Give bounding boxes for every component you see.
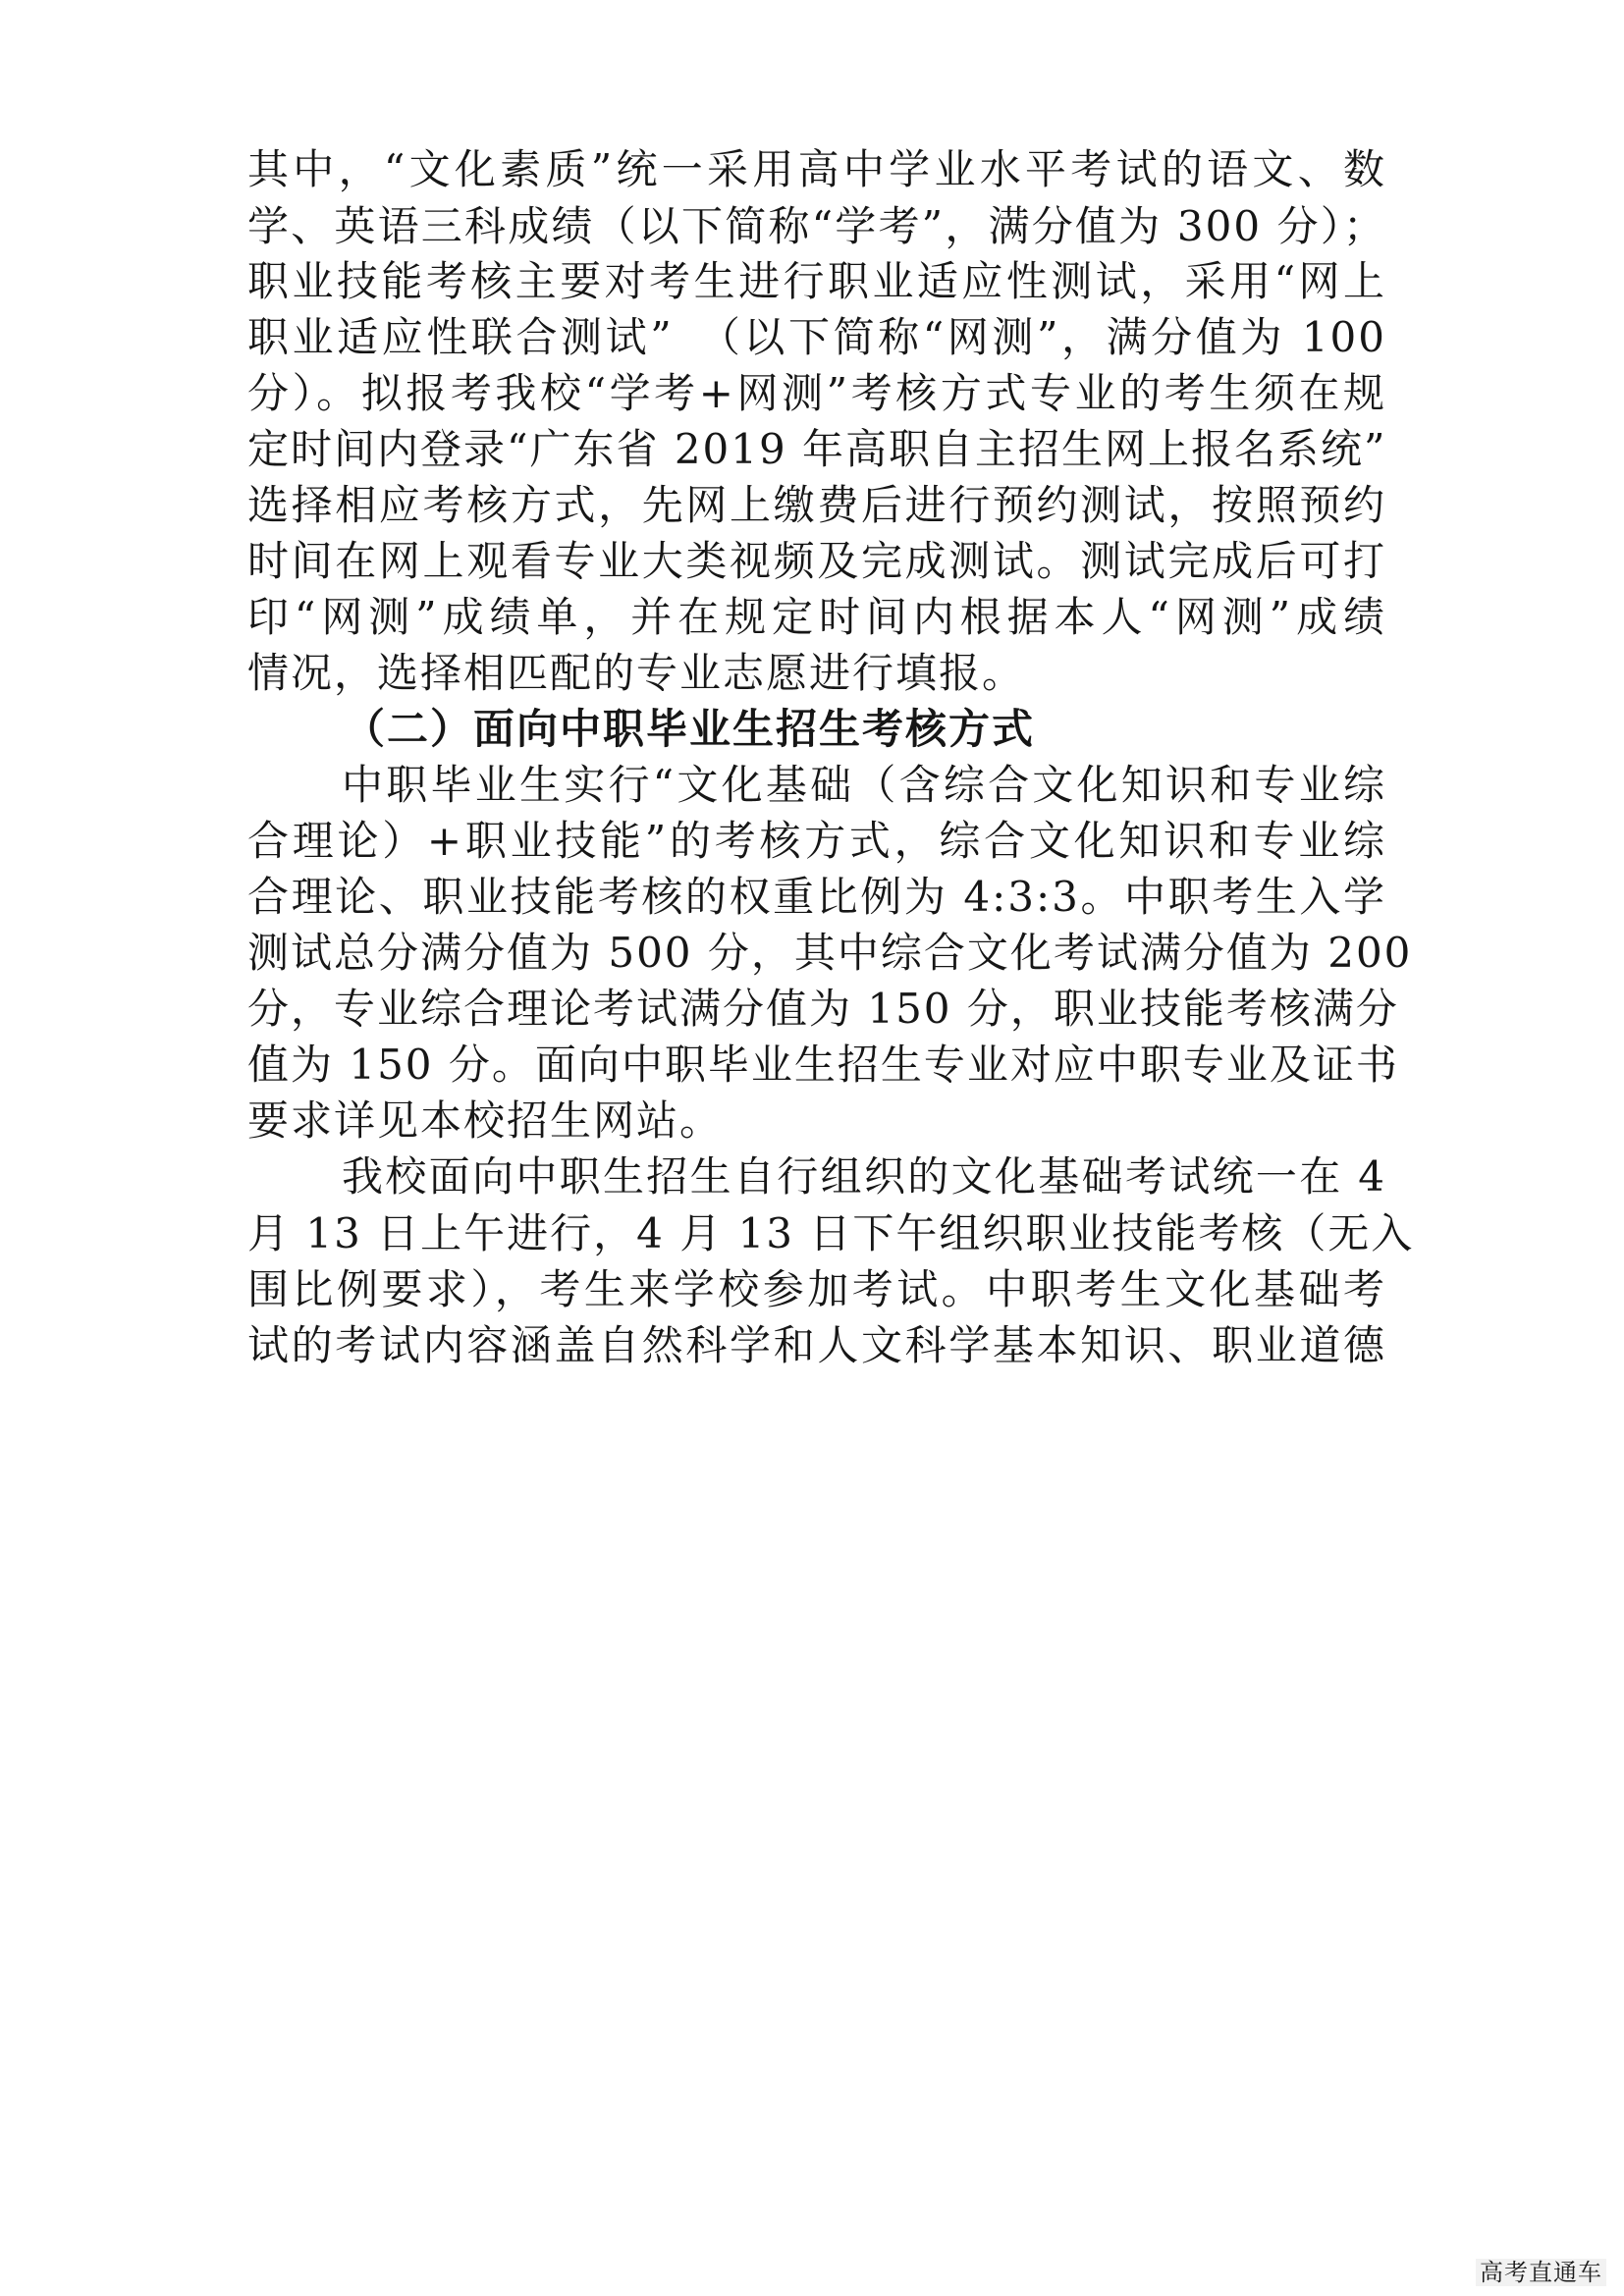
paragraph-line: 职业适应性联合测试” （以下简称“网测”，满分值为 100 [247, 313, 1386, 361]
paragraph-line: 围比例要求），考生来学校参加考试。中职考生文化基础考 [247, 1265, 1386, 1313]
paragraph-line: 其中，“文化素质”统一采用高中学业水平考试的语文、数 [247, 145, 1386, 193]
paragraph-line: 要求详见本校招生网站。 [247, 1096, 724, 1145]
paragraph-line: 合理论）+职业技能”的考核方式，综合文化知识和专业综 [247, 817, 1386, 865]
paragraph-line: 时间在网上观看专业大类视频及完成测试。测试完成后可打 [247, 537, 1386, 585]
paragraph-line: 值为 150 分。面向中职毕业生招生专业对应中职专业及证书 [247, 1041, 1399, 1089]
paragraph-line: 分，专业综合理论考试满分值为 150 分，职业技能考核满分 [247, 985, 1399, 1033]
paragraph-line: 定时间内登录“广东省 2019 年高职自主招生网上报名系统” [247, 425, 1387, 473]
paragraph-line: 试的考试内容涵盖自然科学和人文科学基本知识、职业道德 [247, 1321, 1386, 1369]
paragraph-line: 职业技能考核主要对考生进行职业适应性测试，采用“网上 [247, 257, 1386, 305]
paragraph-line: 选择相应考核方式，先网上缴费后进行预约测试，按照预约 [247, 481, 1386, 529]
paragraph-line: 月 13 日上午进行，4 月 13 日下午组织职业技能考核（无入 [247, 1209, 1415, 1257]
paragraph-line: 分）。拟报考我校“学考+网测”考核方式专业的考生须在规 [247, 369, 1386, 417]
paragraph-line: 中职毕业生实行“文化基础（含综合文化知识和专业综 [342, 761, 1386, 809]
paragraph-line: 印“网测”成绩单，并在规定时间内根据本人“网测”成绩 [247, 593, 1386, 641]
section-heading: （二）面向中职毕业生招生考核方式 [344, 705, 1036, 753]
paragraph-line: 测试总分满分值为 500 分，其中综合文化考试满分值为 200 [247, 929, 1413, 977]
paragraph-line: 情况，选择相匹配的专业志愿进行填报。 [247, 649, 1026, 697]
paragraph-line: 合理论、职业技能考核的权重比例为 4:3:3。中职考生入学 [247, 873, 1386, 921]
paragraph-line: 学、英语三科成绩（以下简称“学考”，满分值为 300 分）； [247, 202, 1386, 250]
paragraph-line: 我校面向中职生招生自行组织的文化基础考试统一在 4 [342, 1152, 1386, 1201]
watermark: 高考直通车 [1476, 2259, 1606, 2286]
